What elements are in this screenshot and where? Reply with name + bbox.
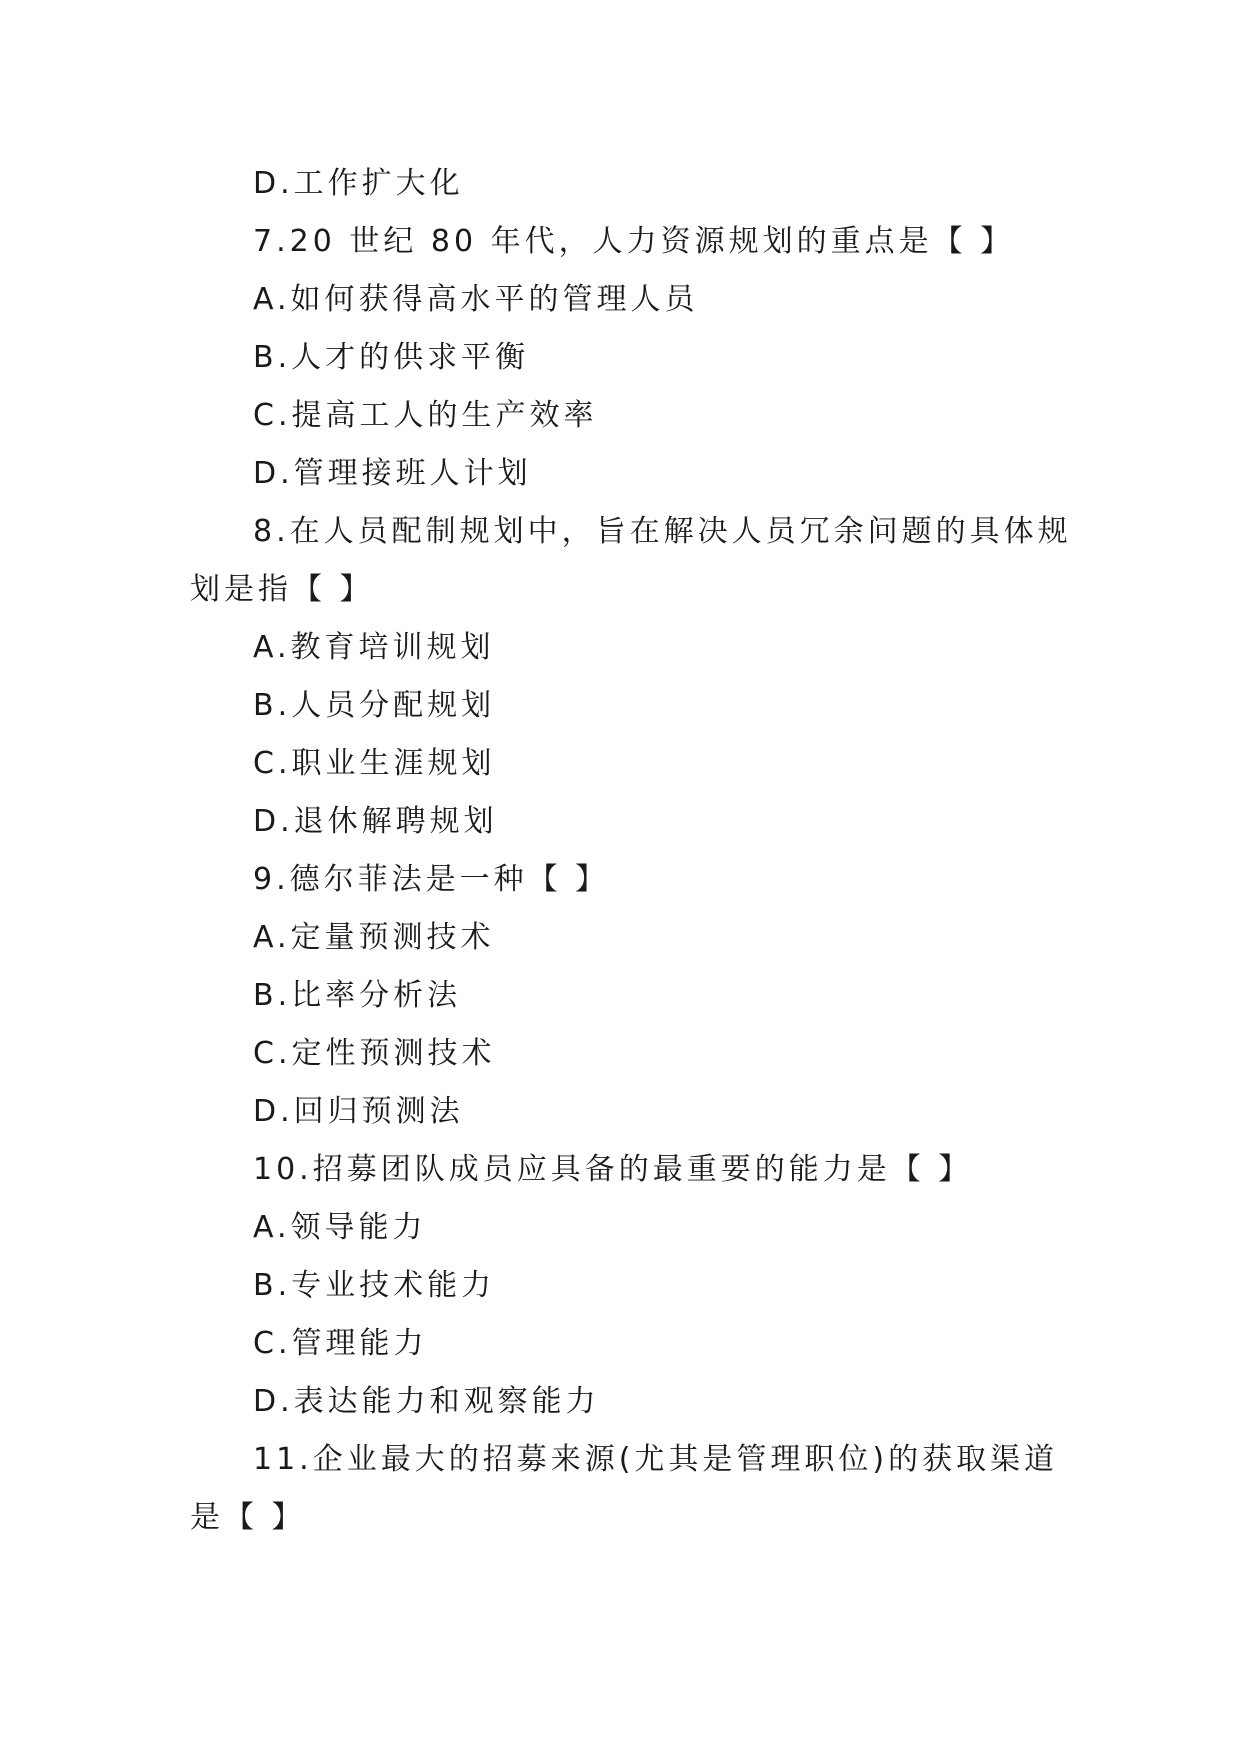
option-a-q10: A.领导能力 <box>253 1210 427 1245</box>
option-a-q8: A.教育培训规划 <box>253 630 495 665</box>
option-d-q6: D.工作扩大化 <box>253 166 464 201</box>
option-b-q8: B.人员分配规划 <box>253 688 496 723</box>
option-b-q9: B.比率分析法 <box>253 978 462 1013</box>
option-d-q8: D.退休解聘规划 <box>253 804 498 839</box>
option-c-q8: C.职业生涯规划 <box>253 746 496 781</box>
option-d-q7: D.管理接班人计划 <box>253 456 532 491</box>
option-d-q9: D.回归预测法 <box>253 1094 464 1129</box>
option-c-q9: C.定性预测技术 <box>253 1036 496 1071</box>
question-7: 7.20 世纪 80 年代，人力资源规划的重点是【 】 <box>253 224 1015 259</box>
question-10: 10.招募团队成员应具备的最重要的能力是【 】 <box>253 1152 973 1187</box>
option-b-q10: B.专业技术能力 <box>253 1268 496 1303</box>
question-11-line-1: 11.企业最大的招募来源(尤其是管理职位)的获取渠道 <box>253 1442 1059 1477</box>
option-c-q10: C.管理能力 <box>253 1326 428 1361</box>
option-c-q7: C.提高工人的生产效率 <box>253 398 598 433</box>
option-a-q9: A.定量预测技术 <box>253 920 495 955</box>
question-9: 9.德尔菲法是一种【 】 <box>253 862 610 897</box>
question-8-line-1: 8.在人员配制规划中，旨在解决人员冗余问题的具体规 <box>253 514 1072 549</box>
option-d-q10: D.表达能力和观察能力 <box>253 1384 600 1419</box>
question-8-line-2: 划是指【 】 <box>190 572 374 607</box>
option-b-q7: B.人才的供求平衡 <box>253 340 530 375</box>
question-11-line-2: 是【 】 <box>190 1500 306 1535</box>
option-a-q7: A.如何获得高水平的管理人员 <box>253 282 699 317</box>
